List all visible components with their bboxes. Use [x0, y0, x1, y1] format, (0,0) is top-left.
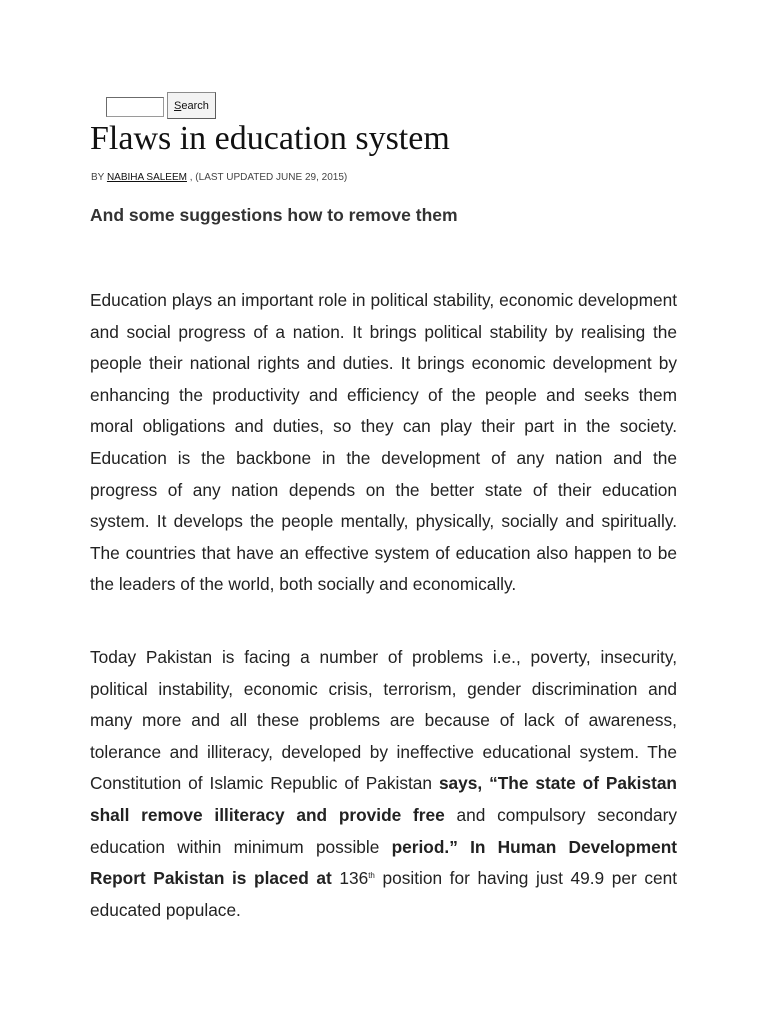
search-bar: [106, 94, 216, 119]
search-button-accesskey: S: [174, 99, 182, 112]
paragraph-2-middle: and compulsory secondary education within minimum possible: [90, 804, 677, 857]
article-subtitle: And some suggestions how to remove them: [90, 205, 458, 225]
constitution-quote-start: says, “The state of Pakistan shall remove illiteracy and provide free: [90, 773, 677, 825]
hdr-rank: 136: [331, 868, 369, 889]
constitution-quote-end: period.” In Human Development Report Pakistan is placed at: [90, 836, 678, 889]
article-title: Flaws in education system: [90, 120, 450, 157]
byline-date: , (LAST UPDATED JUNE 29, 2015): [186, 172, 348, 183]
paragraph-1: Education plays an important role in political stability, economic development and social progress of a nation. It brings political stability by realising the people their national rights and duties. It brings economic development by enhancing the productivity and efficiency of the people and seeks them moral obligations and duties, so they can play their part in the society. Education is the backbone in the development of any nation and the progress of any nation depends on the better state of their education system. It develops the people mentally, physically, socially and spiritually. The countries that have an effective system of education also happen to be the leaders of the world, both socially and economically.: [90, 290, 677, 595]
search-input[interactable]: [106, 97, 164, 117]
paragraph-2-text: Today Pakistan is facing a number of problems i.e., poverty, insecurity, political instability, economic crisis, terrorism, gender discrimination and many more and all these problems are because of lack of awareness, tolerance and illiteracy, developed by ineffective educational system. The Constitution of Islamic Republic of Pakistan: [90, 647, 677, 794]
byline: [91, 172, 347, 183]
byline-prefix: BY: [91, 172, 107, 183]
author-link[interactable]: NABIHA SALEEM: [106, 172, 187, 183]
paragraph-2-end: position for having just 49.9 per cent educated populace.: [90, 868, 677, 920]
search-button-label-rest: earch: [181, 99, 209, 112]
search-button[interactable]: [167, 92, 216, 119]
hdr-rank-suffix: th: [368, 871, 375, 881]
paragraph-2: [90, 642, 677, 926]
